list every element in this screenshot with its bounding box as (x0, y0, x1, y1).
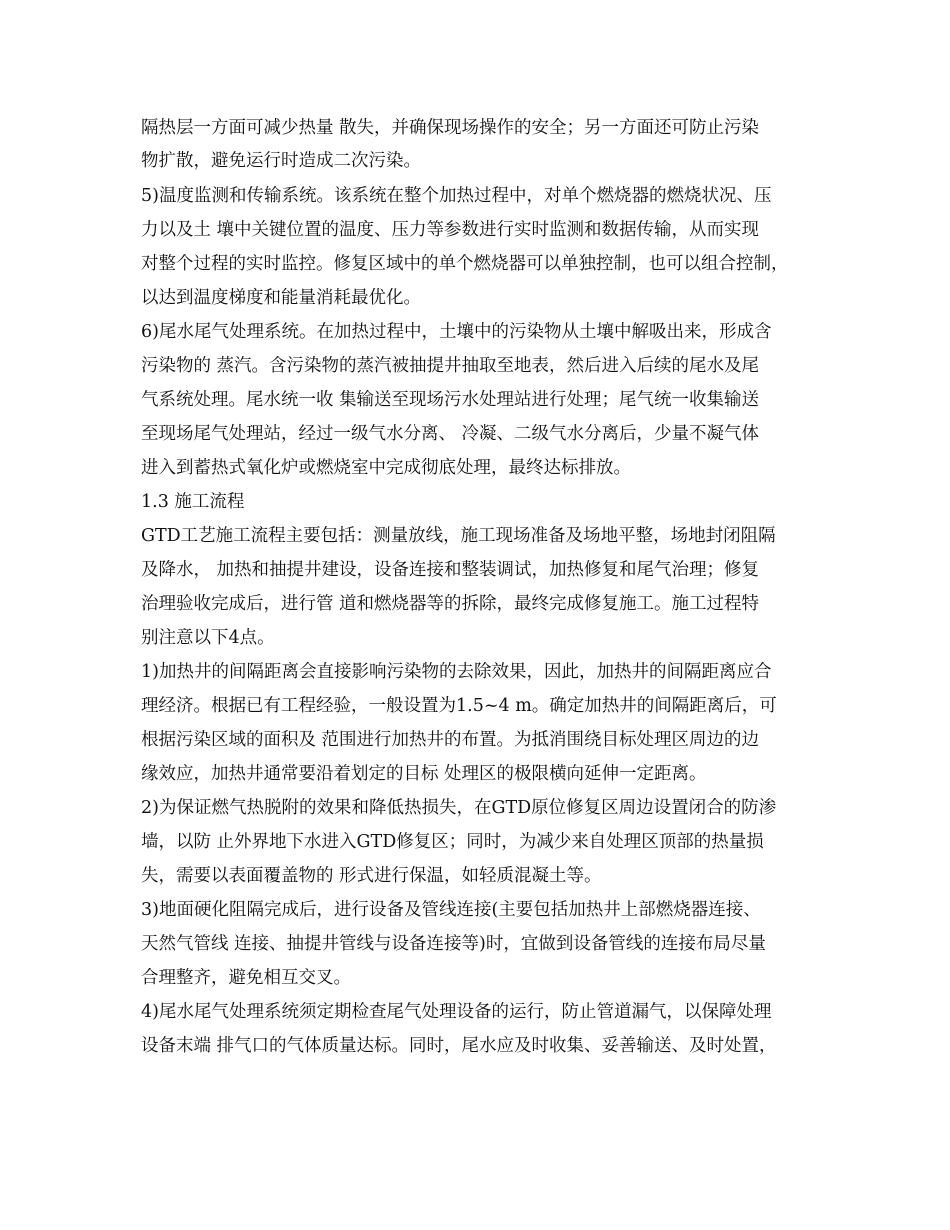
text-line: 墙，以防 止外界地下水进入GTD修复区；同时，为减少来自处理区顶部的热量损 (141, 832, 764, 852)
text-line: 以达到温度梯度和能量消耗最优化。 (141, 288, 421, 308)
text-line: 天然气管线 连接、抽提井管线与设备连接等)时，宜做到设备管线的连接布局尽量 (141, 934, 766, 954)
text-line: 污染物的 蒸汽。含污染物的蒸汽被抽提井抽取至地表，然后进入后续的尾水及尾 (141, 356, 760, 376)
text-line: 进入到蓄热式氧化炉或燃烧室中完成彻底处理，最终达标排放。 (141, 458, 631, 478)
text-line: 1)加热井的间隔距离会直接影响污染物的去除效果，因此，加热井的间隔距离应合 (141, 662, 772, 682)
text-line: 3)地面硬化阻隔完成后，进行设备及管线连接(主要包括加热井上部燃烧器连接、 (141, 900, 761, 920)
text-line: 4)尾水尾气处理系统须定期检查尾气处理设备的运行，防止管道漏气，以保障处理 (141, 1002, 772, 1022)
text-line: 根据污染区域的面积及 范围进行加热井的布置。为抵消围绕目标处理区周边的边 (141, 730, 760, 750)
text-line: 6)尾水尾气处理系统。在加热过程中，土壤中的污染物从土壤中解吸出来，形成含 (141, 322, 772, 342)
text-line: 理经济。根据已有工程经验，一般设置为1.5~4 m。确定加热井的间隔距离后，可 (141, 696, 777, 716)
text-line: 缘效应，加热井通常要沿着划定的目标 处理区的极限横向延伸一定距离。 (141, 764, 707, 784)
text-line: 对整个过程的实时监控。修复区域中的单个燃烧器可以单独控制，也可以组合控制， (141, 254, 789, 274)
text-line: 失，需要以表面覆盖物的 形式进行保温，如轻质混凝土等。 (141, 866, 602, 886)
text-line: 治理验收完成后，进行管 道和燃烧器等的拆除，最终完成修复施工。施工过程特 (141, 594, 760, 614)
text-line: 合理整齐，避免相互交叉。 (141, 968, 351, 988)
text-line: 设备末端 排气口的气体质量达标。同时，尾水应及时收集、妥善输送、及时处置， (141, 1036, 777, 1056)
text-line: 5)温度监测和传输系统。该系统在整个加热过程中，对单个燃烧器的燃烧状况、压 (141, 186, 772, 206)
text-line: 2)为保证燃气热脱附的效果和降低热损失，在GTD原位修复区周边设置闭合的防渗 (141, 798, 777, 818)
text-line: 气系统处理。尾水统一收 集输送至现场污水处理站进行处理；尾气统一收集输送 (141, 390, 760, 410)
text-line: GTD工艺施工流程主要包括：测量放线，施工现场准备及场地平整，场地封闭阻隔 (141, 526, 776, 546)
text-line: 隔热层一方面可减少热量 散失，并确保现场操作的安全；另一方面还可防止污染 (141, 118, 760, 138)
text-line: 及降水， 加热和抽提井建设，设备连接和整装调试，加热修复和尾气治理；修复 (141, 560, 760, 580)
text-line: 物扩散，避免运行时造成二次污染。 (141, 151, 421, 171)
text-line: 别注意以下4点。 (141, 628, 275, 648)
section-heading: 1.3 施工流程 (141, 492, 245, 512)
text-line: 至现场尾气处理站，经过一级气水分离、 冷凝、二级气水分离后，少量不凝气体 (141, 424, 760, 444)
text-line: 力以及土 壤中关键位置的温度、压力等参数进行实时监测和数据传输，从而实现 (141, 220, 760, 240)
